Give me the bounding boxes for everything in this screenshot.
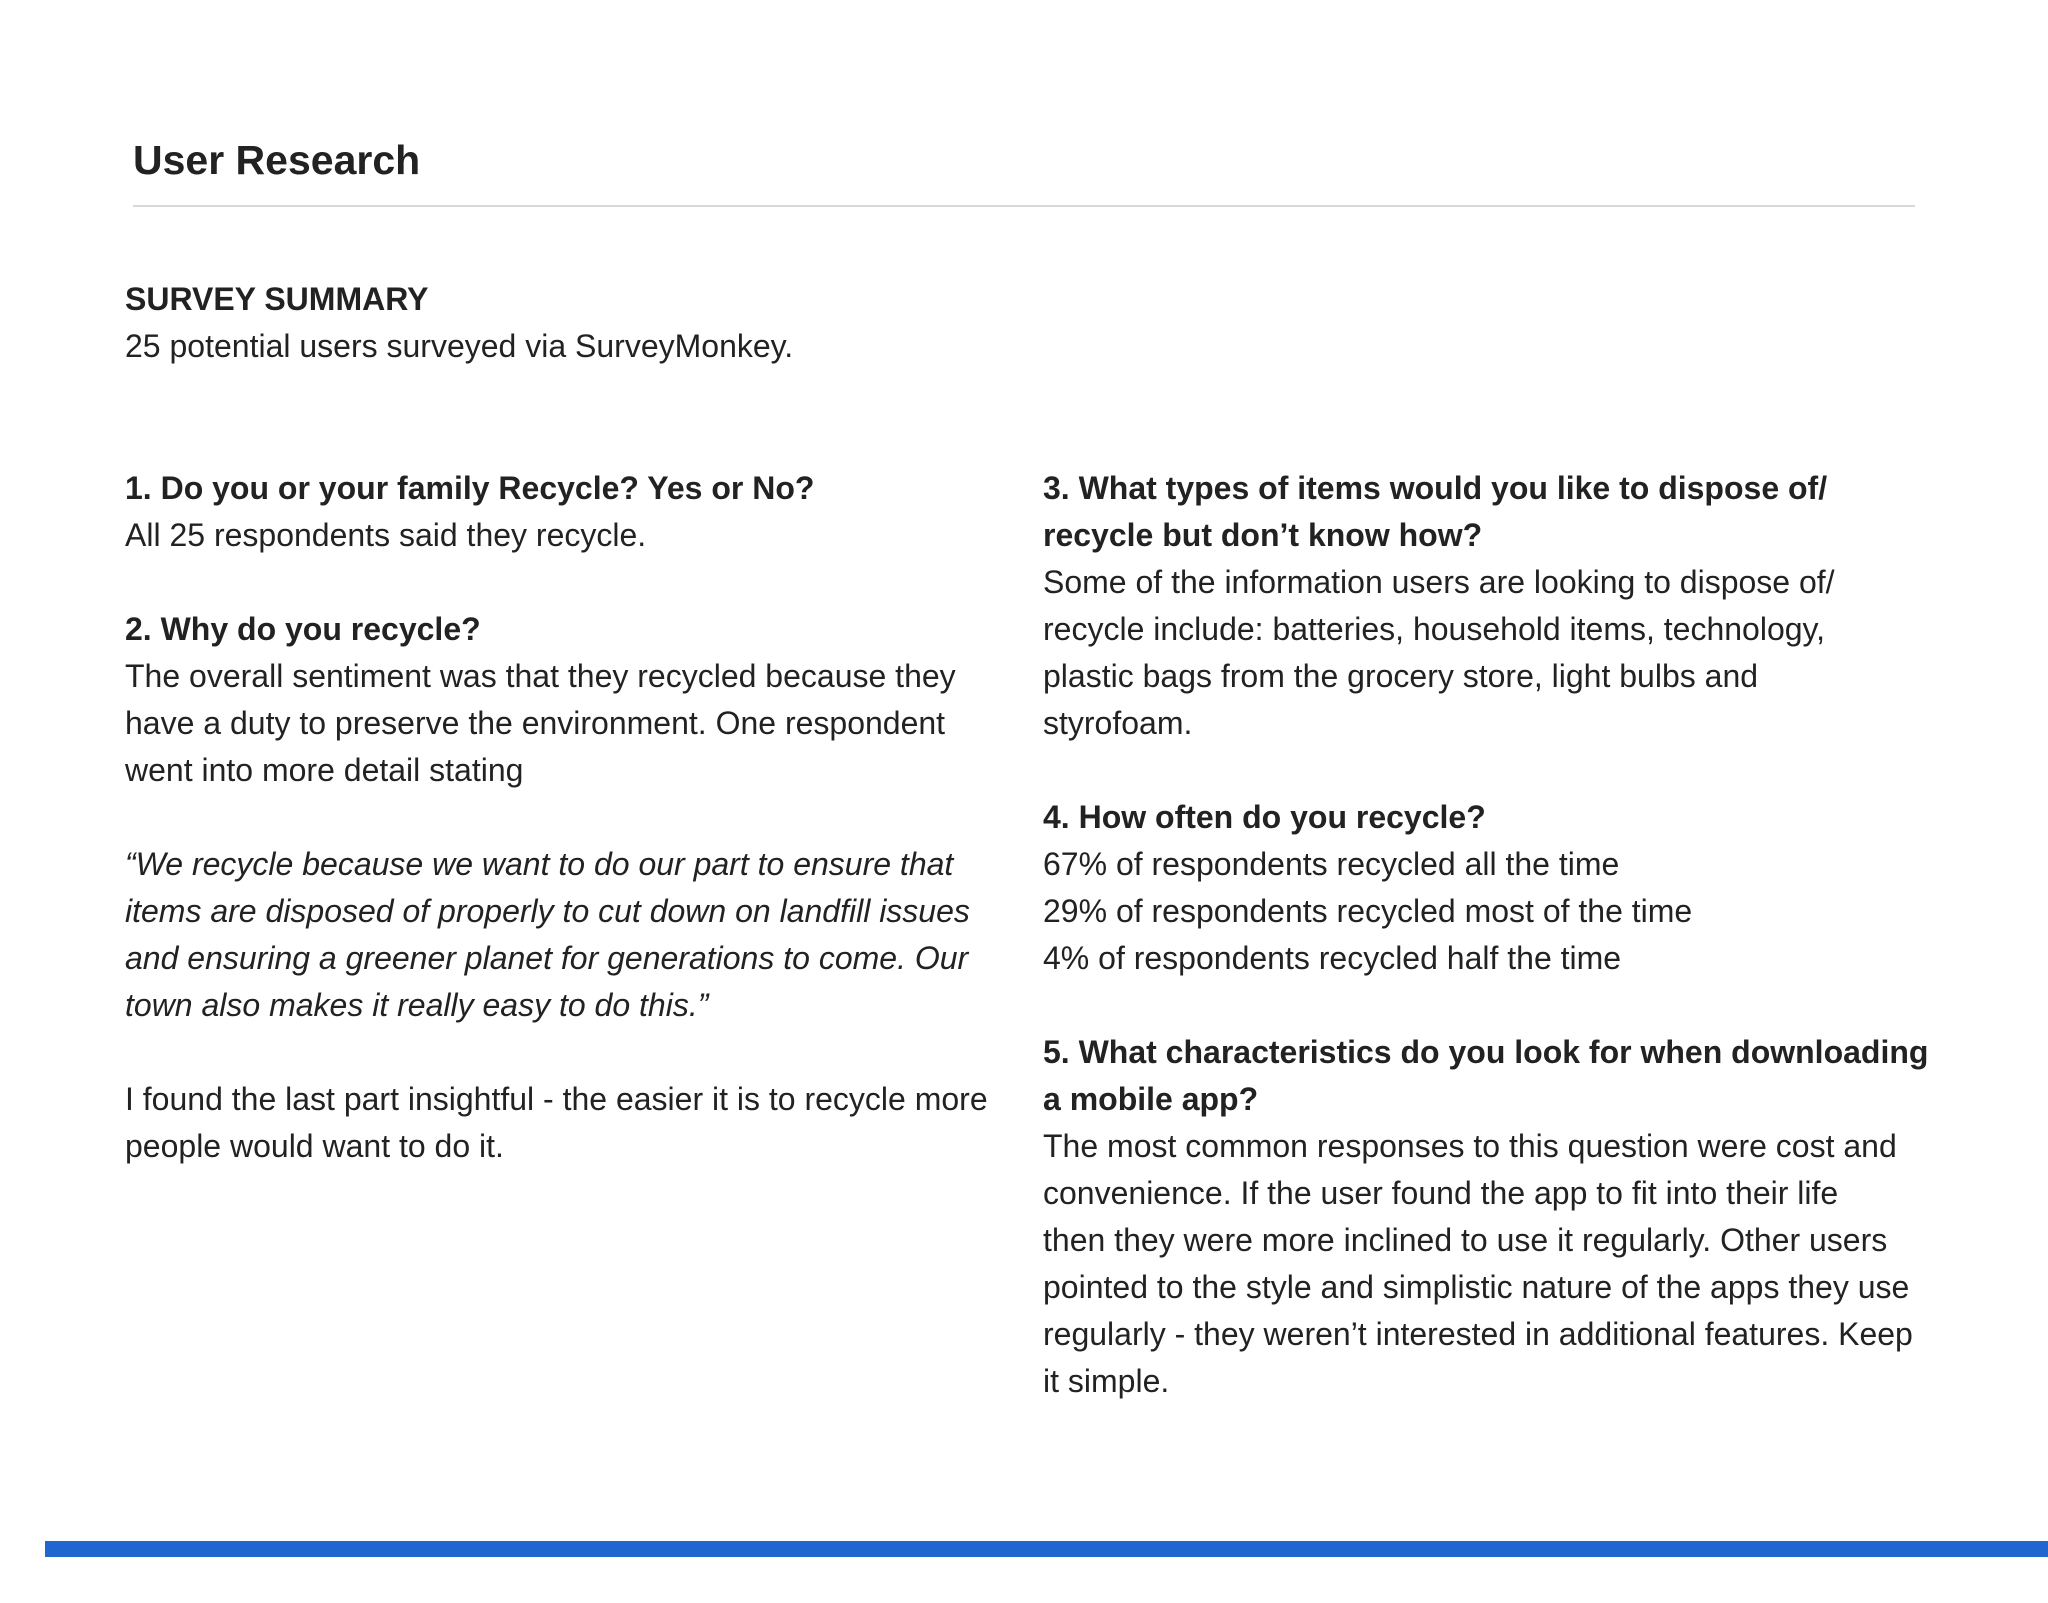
question-3-answer-line: recycle include: batteries, household items, technology, <box>1043 611 1826 647</box>
question-5-answer-line: then they were more inclined to use it regularly. Other users <box>1043 1222 1888 1258</box>
question-2 <box>125 606 1025 1170</box>
question-3-answer-line: Some of the information users are looking to dispose of/ <box>1043 564 1835 600</box>
question-5-answer-line: The most common responses to this question were cost and <box>1043 1128 1897 1164</box>
question-4-answer-line: 29% of respondents recycled most of the time <box>1043 893 1693 929</box>
question-3-title-line: recycle but don’t know how? <box>1043 517 1483 553</box>
quote-line: items are disposed of properly to cut down on landfill issues <box>125 893 970 929</box>
quote-line: and ensuring a greener planet for generations to come. Our <box>125 940 969 976</box>
question-5-answer-line: pointed to the style and simplistic nature of the apps they use <box>1043 1269 1910 1305</box>
question-2-answer-line: The overall sentiment was that they recycled because they <box>125 658 956 694</box>
left-column <box>125 465 1025 1170</box>
question-1-answer: All 25 respondents said they recycle. <box>125 517 647 553</box>
quote-line: town also makes it really easy to do this.” <box>125 987 709 1023</box>
question-2-answer-line: went into more detail stating <box>125 752 524 788</box>
quote-line: “We recycle because we want to do our part to ensure that <box>125 846 954 882</box>
question-4-answer-line: 67% of respondents recycled all the time <box>1043 846 1620 882</box>
question-2-title: 2. Why do you recycle? <box>125 611 481 647</box>
question-4-title: 4. How often do you recycle? <box>1043 799 1486 835</box>
question-5-answer-line: convenience. If the user found the app to fit into their life <box>1043 1175 1839 1211</box>
question-5 <box>1043 1029 1943 1405</box>
question-3 <box>1043 465 1943 747</box>
question-1-title: 1. Do you or your family Recycle? Yes or No? <box>125 470 815 506</box>
right-column <box>1043 465 1943 1405</box>
title-divider <box>133 205 1915 207</box>
question-3-answer-line: styrofoam. <box>1043 705 1193 741</box>
question-5-answer-line: it simple. <box>1043 1363 1170 1399</box>
followup-line: people would want to do it. <box>125 1128 504 1164</box>
question-4 <box>1043 794 1943 982</box>
question-5-title-line: 5. What characteristics do you look for when downloading <box>1043 1034 1929 1070</box>
question-3-title-line: 3. What types of items would you like to dispose of/ <box>1043 470 1828 506</box>
question-1 <box>125 465 1025 559</box>
survey-summary-heading: SURVEY SUMMARY <box>125 281 429 317</box>
page-title: User Research <box>133 137 421 183</box>
survey-summary <box>125 276 1125 370</box>
footer-accent-bar <box>45 1541 2048 1557</box>
question-4-answer-line: 4% of respondents recycled half the time <box>1043 940 1622 976</box>
question-5-title-line: a mobile app? <box>1043 1081 1259 1117</box>
followup-line: I found the last part insightful - the easier it is to recycle more <box>125 1081 988 1117</box>
question-5-answer-line: regularly - they weren’t interested in additional features. Keep <box>1043 1316 1913 1352</box>
respondent-quote <box>125 841 1025 1029</box>
question-3-answer-line: plastic bags from the grocery store, light bulbs and <box>1043 658 1759 694</box>
survey-summary-text: 25 potential users surveyed via SurveyMonkey. <box>125 328 794 364</box>
question-2-answer-line: have a duty to preserve the environment. One respondent <box>125 705 946 741</box>
